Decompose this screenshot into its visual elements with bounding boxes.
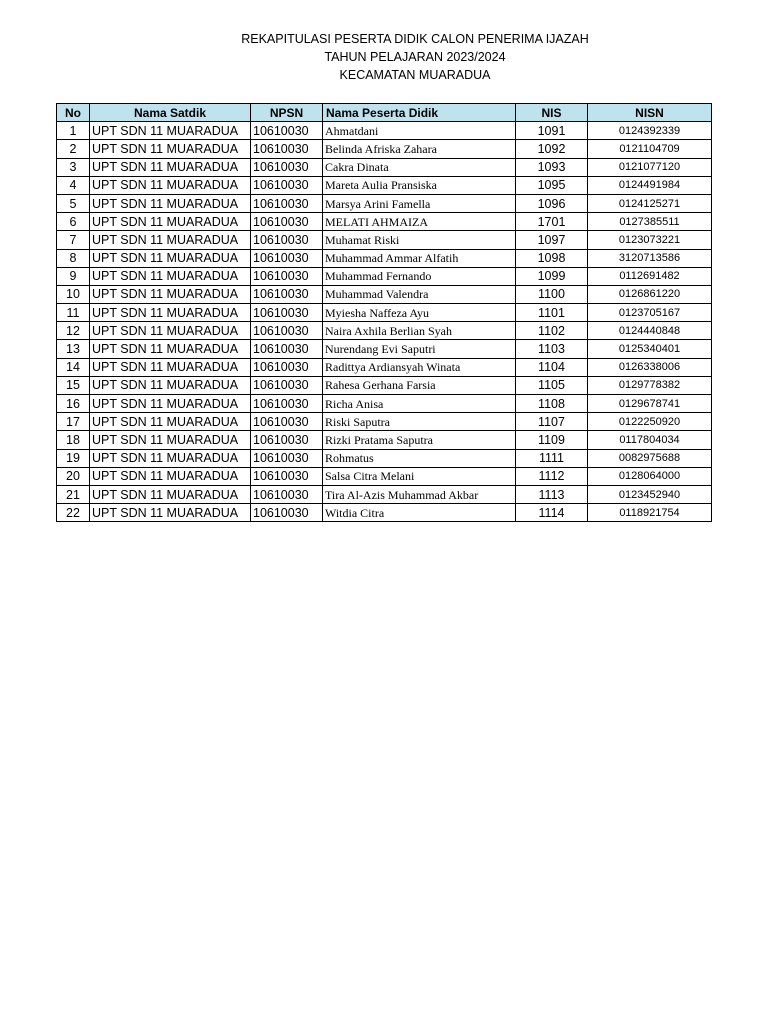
cell-nama-peserta-didik: Nurendang Evi Saputri (323, 340, 516, 358)
cell-no: 7 (57, 231, 90, 249)
cell-no: 17 (57, 413, 90, 431)
cell-no: 20 (57, 467, 90, 485)
cell-nisn: 0121104709 (588, 140, 712, 158)
cell-nis: 1109 (516, 431, 588, 449)
cell-no: 21 (57, 485, 90, 503)
cell-npsn: 10610030 (251, 322, 323, 340)
cell-nisn: 0126861220 (588, 285, 712, 303)
column-header-nama-peserta-didik: Nama Peserta Didik (323, 104, 516, 122)
cell-nisn: 0112691482 (588, 267, 712, 285)
cell-nisn: 0124440848 (588, 322, 712, 340)
table-row (57, 376, 712, 394)
cell-nis: 1107 (516, 413, 588, 431)
table-row (57, 122, 712, 140)
cell-nama-satdik: UPT SDN 11 MUARADUA (90, 176, 251, 194)
cell-nis: 1099 (516, 267, 588, 285)
cell-no: 14 (57, 358, 90, 376)
cell-nama-satdik: UPT SDN 11 MUARADUA (90, 467, 251, 485)
cell-nis: 1091 (516, 122, 588, 140)
cell-nis: 1104 (516, 358, 588, 376)
cell-nama-satdik: UPT SDN 11 MUARADUA (90, 140, 251, 158)
table-row (57, 340, 712, 358)
cell-nis: 1113 (516, 485, 588, 503)
cell-npsn: 10610030 (251, 122, 323, 140)
cell-nama-peserta-didik: Riski Saputra (323, 413, 516, 431)
cell-npsn: 10610030 (251, 194, 323, 212)
table-row (57, 504, 712, 522)
cell-nisn: 0118921754 (588, 504, 712, 522)
cell-no: 13 (57, 340, 90, 358)
cell-npsn: 10610030 (251, 413, 323, 431)
cell-nis: 1096 (516, 194, 588, 212)
cell-nisn: 0117804034 (588, 431, 712, 449)
cell-npsn: 10610030 (251, 231, 323, 249)
cell-nisn: 0126338006 (588, 358, 712, 376)
cell-nisn: 0124125271 (588, 194, 712, 212)
cell-npsn: 10610030 (251, 158, 323, 176)
table-row (57, 431, 712, 449)
cell-nis: 1111 (516, 449, 588, 467)
cell-nama-peserta-didik: Marsya Arini Famella (323, 194, 516, 212)
cell-nis: 1092 (516, 140, 588, 158)
cell-nama-satdik: UPT SDN 11 MUARADUA (90, 376, 251, 394)
table-row (57, 467, 712, 485)
cell-nama-satdik: UPT SDN 11 MUARADUA (90, 504, 251, 522)
cell-nama-satdik: UPT SDN 11 MUARADUA (90, 194, 251, 212)
table-header-row (57, 104, 712, 122)
cell-nama-satdik: UPT SDN 11 MUARADUA (90, 322, 251, 340)
table-row (57, 140, 712, 158)
cell-npsn: 10610030 (251, 376, 323, 394)
cell-nama-peserta-didik: Radittya Ardiansyah Winata (323, 358, 516, 376)
table-row (57, 158, 712, 176)
table-row (57, 322, 712, 340)
cell-nama-peserta-didik: Rahesa Gerhana Farsia (323, 376, 516, 394)
heading-district: KECAMATAN MUARADUA (339, 68, 491, 82)
cell-npsn: 10610030 (251, 449, 323, 467)
cell-no: 4 (57, 176, 90, 194)
table-row (57, 249, 712, 267)
cell-no: 10 (57, 285, 90, 303)
student-roster-table (56, 103, 712, 522)
table-row (57, 304, 712, 322)
cell-nama-satdik: UPT SDN 11 MUARADUA (90, 413, 251, 431)
cell-no: 8 (57, 249, 90, 267)
column-header-nama-satdik: Nama Satdik (90, 104, 251, 122)
cell-nisn: 0124392339 (588, 122, 712, 140)
cell-no: 18 (57, 431, 90, 449)
cell-nama-satdik: UPT SDN 11 MUARADUA (90, 358, 251, 376)
table-row (57, 413, 712, 431)
cell-nisn: 0123705167 (588, 304, 712, 322)
column-header-nisn: NISN (588, 104, 712, 122)
cell-nis: 1112 (516, 467, 588, 485)
cell-nisn: 0127385511 (588, 213, 712, 231)
cell-nis: 1108 (516, 395, 588, 413)
cell-nisn: 0123452940 (588, 485, 712, 503)
cell-nis: 1097 (516, 231, 588, 249)
cell-nisn: 0123073221 (588, 231, 712, 249)
cell-npsn: 10610030 (251, 285, 323, 303)
cell-nis: 1095 (516, 176, 588, 194)
table-row (57, 213, 712, 231)
cell-nama-peserta-didik: Muhammad Ammar Alfatih (323, 249, 516, 267)
column-header-npsn: NPSN (251, 104, 323, 122)
cell-nama-peserta-didik: Muhammad Valendra (323, 285, 516, 303)
cell-nama-peserta-didik: Rizki Pratama Saputra (323, 431, 516, 449)
cell-npsn: 10610030 (251, 485, 323, 503)
table-row (57, 231, 712, 249)
column-header-nis: NIS (516, 104, 588, 122)
cell-no: 19 (57, 449, 90, 467)
table-row (57, 285, 712, 303)
cell-nis: 1101 (516, 304, 588, 322)
cell-nis: 1701 (516, 213, 588, 231)
cell-nisn: 0124491984 (588, 176, 712, 194)
cell-no: 12 (57, 322, 90, 340)
table-row (57, 358, 712, 376)
cell-nisn: 0121077120 (588, 158, 712, 176)
cell-npsn: 10610030 (251, 395, 323, 413)
cell-npsn: 10610030 (251, 176, 323, 194)
cell-nis: 1103 (516, 340, 588, 358)
cell-nis: 1105 (516, 376, 588, 394)
cell-no: 22 (57, 504, 90, 522)
cell-nama-satdik: UPT SDN 11 MUARADUA (90, 340, 251, 358)
cell-no: 15 (57, 376, 90, 394)
cell-nama-satdik: UPT SDN 11 MUARADUA (90, 395, 251, 413)
table-row (57, 176, 712, 194)
cell-nama-peserta-didik: Naira Axhila Berlian Syah (323, 322, 516, 340)
cell-npsn: 10610030 (251, 431, 323, 449)
cell-nama-peserta-didik: Mareta Aulia Pransiska (323, 176, 516, 194)
cell-nama-satdik: UPT SDN 11 MUARADUA (90, 449, 251, 467)
table-row (57, 449, 712, 467)
cell-nisn: 0128064000 (588, 467, 712, 485)
cell-nama-peserta-didik: Muhammad Fernando (323, 267, 516, 285)
cell-nama-satdik: UPT SDN 11 MUARADUA (90, 231, 251, 249)
cell-npsn: 10610030 (251, 213, 323, 231)
cell-npsn: 10610030 (251, 140, 323, 158)
table-row (57, 194, 712, 212)
document-heading (0, 30, 768, 84)
table-row (57, 485, 712, 503)
cell-nama-peserta-didik: Belinda Afriska Zahara (323, 140, 516, 158)
cell-nama-satdik: UPT SDN 11 MUARADUA (90, 285, 251, 303)
cell-npsn: 10610030 (251, 467, 323, 485)
cell-nama-peserta-didik: Cakra Dinata (323, 158, 516, 176)
cell-no: 16 (57, 395, 90, 413)
table-body (57, 122, 712, 522)
cell-npsn: 10610030 (251, 358, 323, 376)
cell-nama-peserta-didik: Tira Al-Azis Muhammad Akbar (323, 485, 516, 503)
cell-no: 9 (57, 267, 90, 285)
cell-npsn: 10610030 (251, 267, 323, 285)
table-row (57, 267, 712, 285)
cell-nama-peserta-didik: Witdia Citra (323, 504, 516, 522)
cell-nisn: 0129678741 (588, 395, 712, 413)
cell-nama-satdik: UPT SDN 11 MUARADUA (90, 485, 251, 503)
cell-nisn: 3120713586 (588, 249, 712, 267)
cell-nama-peserta-didik: Richa Anisa (323, 395, 516, 413)
cell-nama-peserta-didik: Rohmatus (323, 449, 516, 467)
cell-nama-satdik: UPT SDN 11 MUARADUA (90, 249, 251, 267)
cell-npsn: 10610030 (251, 504, 323, 522)
cell-npsn: 10610030 (251, 249, 323, 267)
cell-nis: 1114 (516, 504, 588, 522)
cell-nisn: 0125340401 (588, 340, 712, 358)
cell-nama-satdik: UPT SDN 11 MUARADUA (90, 158, 251, 176)
cell-nis: 1100 (516, 285, 588, 303)
heading-title: REKAPITULASI PESERTA DIDIK CALON PENERIMA IJAZAH (241, 32, 589, 46)
cell-nama-satdik: UPT SDN 11 MUARADUA (90, 267, 251, 285)
cell-nama-peserta-didik: Salsa Citra Melani (323, 467, 516, 485)
cell-nis: 1093 (516, 158, 588, 176)
cell-no: 2 (57, 140, 90, 158)
cell-nama-satdik: UPT SDN 11 MUARADUA (90, 122, 251, 140)
cell-no: 3 (57, 158, 90, 176)
cell-nisn: 0082975688 (588, 449, 712, 467)
cell-nama-peserta-didik: Ahmatdani (323, 122, 516, 140)
cell-nis: 1098 (516, 249, 588, 267)
cell-no: 5 (57, 194, 90, 212)
cell-no: 11 (57, 304, 90, 322)
cell-nama-peserta-didik: Myiesha Naffeza Ayu (323, 304, 516, 322)
cell-nama-satdik: UPT SDN 11 MUARADUA (90, 213, 251, 231)
cell-nama-peserta-didik: MELATI AHMAIZA (323, 213, 516, 231)
cell-nisn: 0122250920 (588, 413, 712, 431)
heading-school-year: TAHUN PELAJARAN 2023/2024 (324, 50, 506, 64)
cell-nama-satdik: UPT SDN 11 MUARADUA (90, 304, 251, 322)
table-row (57, 395, 712, 413)
column-header-no: No (57, 104, 90, 122)
cell-nisn: 0129778382 (588, 376, 712, 394)
cell-no: 1 (57, 122, 90, 140)
cell-npsn: 10610030 (251, 304, 323, 322)
cell-nama-satdik: UPT SDN 11 MUARADUA (90, 431, 251, 449)
cell-nis: 1102 (516, 322, 588, 340)
cell-npsn: 10610030 (251, 340, 323, 358)
cell-no: 6 (57, 213, 90, 231)
cell-nama-peserta-didik: Muhamat Riski (323, 231, 516, 249)
